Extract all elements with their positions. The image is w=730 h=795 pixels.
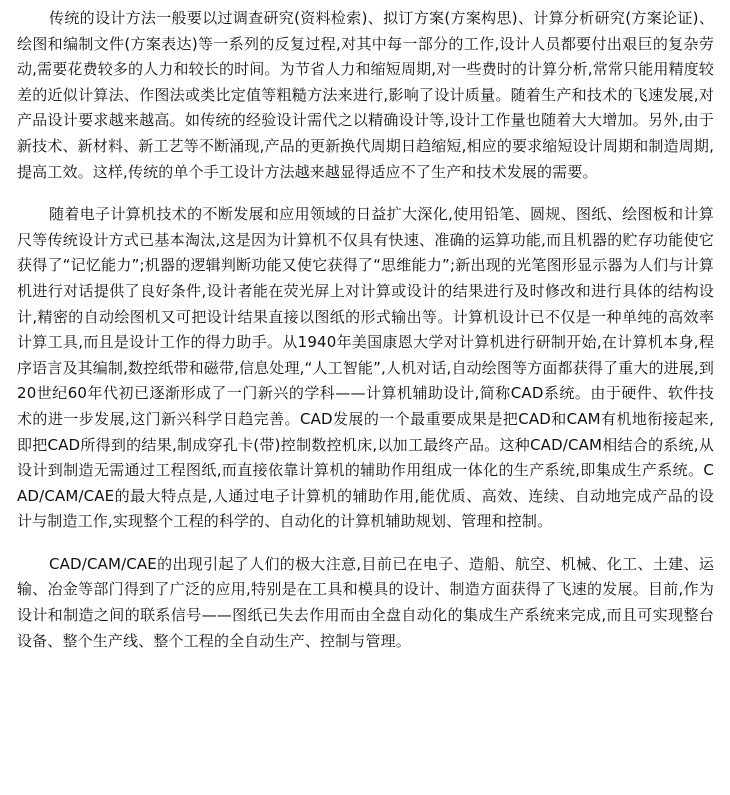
paragraph-cad-cam-cae: CAD/CAM/CAE的出现引起了人们的极大注意,目前已在电子、造船、航空、机械、化工、土建、运输、冶金等部门得到了广泛的应用,特别是在工具和模具的设计、制造方面获得了飞速的发展。目前,作为设计和制造之间的联系信号——图纸已失去作用而由全盘自动化的集成生产系统来完成,而且可实现整台设备、整个生产线、整个工程的全自动生产、控制与管理。 [17, 554, 714, 650]
paragraph-traditional-design: 传统的设计方法一般要以过调查研究(资料检索)、拟订方案(方案构思)、计算分析研究(方案论证)、绘图和编制文件(方案表达)等一系列的反复过程,对其中每一部分的工作,设计人员都要付出艰巨的复杂劳动,需要花费较多的人力和较长的时间。为节省人力和缩短周期,对一些费时的计算分析,常常只能用精度较差的近似计算法、作图法或类比定值等粗糙方法来进行,影响了设计质量。随着生产和技术的飞速发展,对产品设计要求越来越高。如传统的经验设计需代之以精确设计等,设计工作量也随着大大增加。另外,由于新技术、新材料、新工艺等不断涌现,产品的更新换代周期日趋缩短,相应的要求缩短设计周期和制造周期,提高工效。这样,传统的单个手工设计方法越来越显得适应不了生产和技术发展的需要。 [17, 9, 714, 181]
paragraph-computer-aided-design: 随着电子计算机技术的不断发展和应用领域的日益扩大深化,使用铅笔、圆规、图纸、绘图板和计算尺等传统设计方式已基本淘汰,这是因为计算机不仅具有快速、准确的运算功能,而且机器的贮存功能使它获得了“记忆能力”;机器的逻辑判断功能又使它获得了“思维能力”;新出现的光笔图形显示器为人们与计算机进行对话提供了良好条件,设计者能在荧光屏上对计算或设计的结果进行及时修改和进行具体的结构设计,精密的自动绘图机又可把设计结果直接以图纸的形式输出等。计算机设计已不仅是一种单纯的高效率计算工具,而且是设计工作的得力助手。从1940年美国康恩大学对计算机进行研制开始,在计算机本身,程序语言及其编制,数控纸带和磁带,信息处理,“人工智能”,人机对话,自动绘图等方面都获得了重大的进展,到20世纪60年代初已逐渐形成了一门新兴的学科——计算机辅助设计,简称CAD系统。由于硬件、软件技术的进一步发展,这门新兴科学日趋完善。CAD发展的一个最重要成果是把CAD和CAM有机地衔接起来,即把CAD所得到的结果,制成穿孔卡(带)控制数控机床,以加工最终产品。这种CAD/CAM相结合的系统,从设计到制造无需通过工程图纸,而直接依靠计算机的辅助作用组成一体化的生产系统,即集成生产系统。CAD/CAM/CAE的最大特点是,人通过电子计算机的辅助作用,能优质、高效、连续、自动地完成产品的设计与制造工作,实现整个工程的科学的、自动化的计算机辅助规划、管理和控制。 [17, 205, 714, 531]
